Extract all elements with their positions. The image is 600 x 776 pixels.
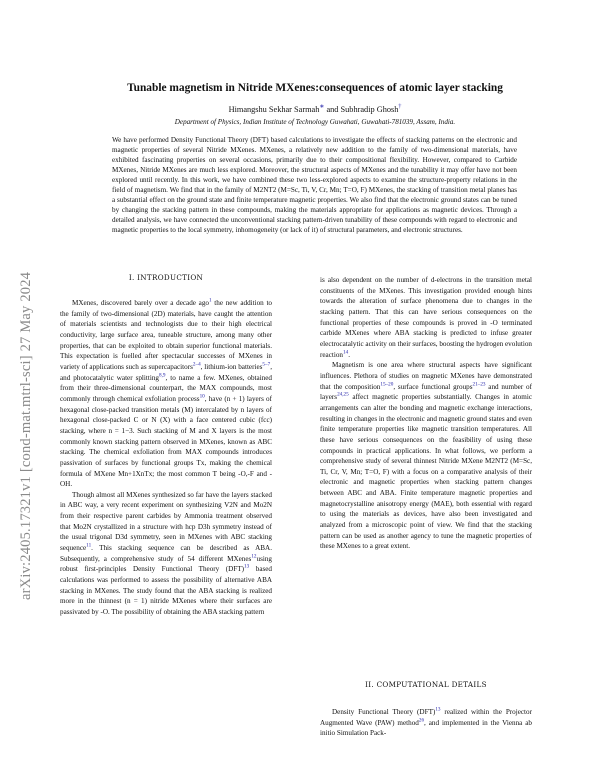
section-heading-introduction (60, 273, 272, 282)
citation-link[interactable]: 24,25 (337, 391, 349, 398)
arxiv-identifier[interactable]: arXiv:2405.17321v1 [cond-mat.mtrl-sci] 27 May 2024 (18, 271, 34, 600)
author-list (70, 105, 560, 114)
text-run: , surface functional groups (393, 382, 473, 391)
right-column-continued (320, 707, 532, 739)
paragraph (60, 298, 272, 490)
text-run: . This stacking sequence can be described as ABA. Subsequently, a comprehensive study of 54 different MXenes (60, 544, 272, 563)
section-heading-computational-details (320, 680, 532, 689)
text-run: Though almost all MXenes synthesized so far have the layers stacked in ABC way, a very recent experiment on synthesizing V2N and Mo2N from their respective parent carbides by Ammonia treatment observed that Mo2N crystallized in a structure with hcp D3h symmetry instead of the usual trigonal D3d symmetry, seen in MXenes with ABC stacking sequence (60, 490, 272, 553)
text-run: and number of layers (320, 382, 532, 402)
paragraph (320, 275, 532, 360)
citation-link[interactable]: 13 (435, 706, 441, 713)
text-run: MXenes, discovered barely over a decade ago (72, 299, 209, 307)
paragraph (320, 360, 532, 552)
text-run: based calculations was performed to assess the possibility of alternative ABA stacking in MXenes. The study found that the ABA stacking is realized more in the thinnest (n = 1) nitride MXenes where their surfaces are passivated by -O. The possibility of obtaining the ABA stacking pattern (60, 565, 273, 617)
citation-link[interactable]: 11 (86, 542, 92, 549)
text-run: , to name a few. MXenes, obtained from their three-dimensional counterpart, the MAX compounds, most commonly through chemical exfoliation process (60, 373, 272, 403)
text-run: realized within the Projector Augmented Wave (PAW) method (320, 708, 532, 727)
citation-link[interactable]: 21–23 (472, 381, 486, 388)
affiliation: Department of Physics, Indian Institute of Technology Guwahati, Guwahati-781039, Assam, India. (174, 118, 456, 126)
citation-link[interactable]: 10 (199, 393, 205, 400)
text-run: , and photocatalytic water splitting (60, 362, 272, 382)
author-footnote-mark[interactable]: ∗ (319, 104, 325, 111)
citation-link[interactable]: 1 (209, 297, 212, 304)
author-connector: and (324, 105, 341, 114)
paper-title: Tunable magnetism in Nitride MXenes:consequences of atomic layer stacking (127, 82, 503, 94)
text-run: . (348, 350, 350, 359)
author-name: Himangshu Sekhar Sarmah (228, 105, 320, 114)
text-run: is also dependent on the number of d-electrons in the transition metal constituents of the MXenes. This investigation provided enough hints towards the alteration of surface phenomena due to changes in the stacking pattern. That this can have serious consequences on the functional properties of these compounds is proved in -O terminated carbide MXenes where ABA stacking is predicted to infuse greater electrocatalytic activity on their surfaces, boosting the hydrogen evolution reaction (320, 276, 532, 359)
left-column (60, 298, 272, 618)
text-run: Magnetism is one area where structural aspects have significant influences. Plethora of studies on magnetic MXenes have demonstrated that the composition (320, 361, 532, 391)
author-name: Subhradip Ghosh (340, 105, 399, 114)
text-run: , lithium-ion batteries (200, 362, 263, 371)
text-run: , and implemented in the Vienna ab initio Simulation Pack- (320, 718, 532, 738)
citation-link[interactable]: 12 (251, 553, 257, 560)
section-heading: II. COMPUTATIONAL DETAILS (365, 680, 487, 689)
citation-link[interactable]: 26 (418, 717, 425, 724)
text-run: using robust first-principles Density Functional Theory (DFT) (60, 554, 272, 574)
text-run: , have (n + 1) layers of hexagonal close-packed transition metals (M) intercalated by n layers of hexagonal close-packed C or N (X) with a face centered cubic (fcc) stacking, where n = 1−3. Such stacking of M and X layers is the most commonly known stacking pattern observed in MXenes, known as ABC stacking. The chemical exfoliation from MAX compounds introduces passivation of surfaces by functional groups Tx, making the chemical formula of MXene Mn+1XnTx; the most common T being -O,-F and -OH. (60, 394, 272, 489)
text-run: affect magnetic properties substantially. Changes in atomic arrangements can alter the bonding and magnetic exchange interactions, resulting in changes in the electronic and magnetic ground states and even finite temperature properties like magnetic transition temperatures. All these have serious consequences on the feasibility of using these compounds in practical applications. In what follows, we perform a comprehensive study of several thinnest Nitride MXene M2NT2 (M=Sc, Ti, Cr, V, Mn; T=O, F) with a focus on a comparative analysis of their electronic and magnetic properties when stacking pattern changes between ABC and ABA. Finite temperature magnetic properties and magnetocrystalline anisotropy energy (MAE), both essential with regard to using the materials as devices, have also been investigated and analyzed from a microscopic point of view. We find that the stacking pattern can be used as another agency to tune the magnetic properties of these MXenes to a great extent. (320, 393, 532, 551)
citation-link[interactable]: 5–7 (262, 361, 271, 368)
author-footnote-mark[interactable]: † (398, 104, 402, 111)
text-run: Density Functional Theory (DFT) (332, 708, 436, 716)
citation-link[interactable]: 14 (343, 349, 349, 356)
citation-link[interactable]: 13 (244, 564, 250, 571)
paragraph (60, 490, 272, 618)
citation-link[interactable]: 15–20 (380, 381, 394, 388)
abstract: We have performed Density Functional Theory (DFT) based calculations to investigate the effects of stacking patterns on the electronic and magnetic properties of several Nitride MXenes. MXenes, a relatively new addition to the family of two-dimensional materials, have exhibited fascinating properties on several occasions, primarily due to their compositional flexibility. However, compared to Carbide MXenes, Nitride MXenes are much less explored. Moreover, the structural aspects of MXenes and the tunability it may offer have not been explored until recently. In this work, we have combined these two less-explored aspects to examine the structure-property relations in the field of magnetism. We find that in the family of M2NT2 (M=Sc, Ti, V, Cr, Mn; T=O, F) MXenes, the stacking of transition metal planes has a substantial effect on the ground state and finite temperature magnetic properties. We also find that the electronic ground states can be tuned by changing the stacking pattern in these compounds, making the materials appropriate for applications as magnetic devices. Through a detailed analysis, we have connected the unconventional stacking pattern-driven tunability of these compounds with regard to electronic and magnetic properties to the local symmetry, inhomogeneity (or lack of it) of structural parameters, and electronic structures. (112, 136, 517, 235)
section-heading: I. INTRODUCTION (128, 273, 204, 282)
citation-link[interactable]: 2–4 (192, 361, 201, 368)
citation-link[interactable]: 8,9 (159, 372, 166, 379)
paragraph (320, 707, 532, 739)
text-run: the new addition to the family of two-dimensional (2D) materials, have caught the attention of materials scientists and technologists due to their high electrical conductivity, large surface area, tuneable structure, among many other properties, that can be exploited to obtain superior functional materials. This expectation is fuelled after spectacular successes of MXenes in variety of applications such as supercapacitors (60, 299, 273, 371)
right-column (320, 275, 532, 552)
